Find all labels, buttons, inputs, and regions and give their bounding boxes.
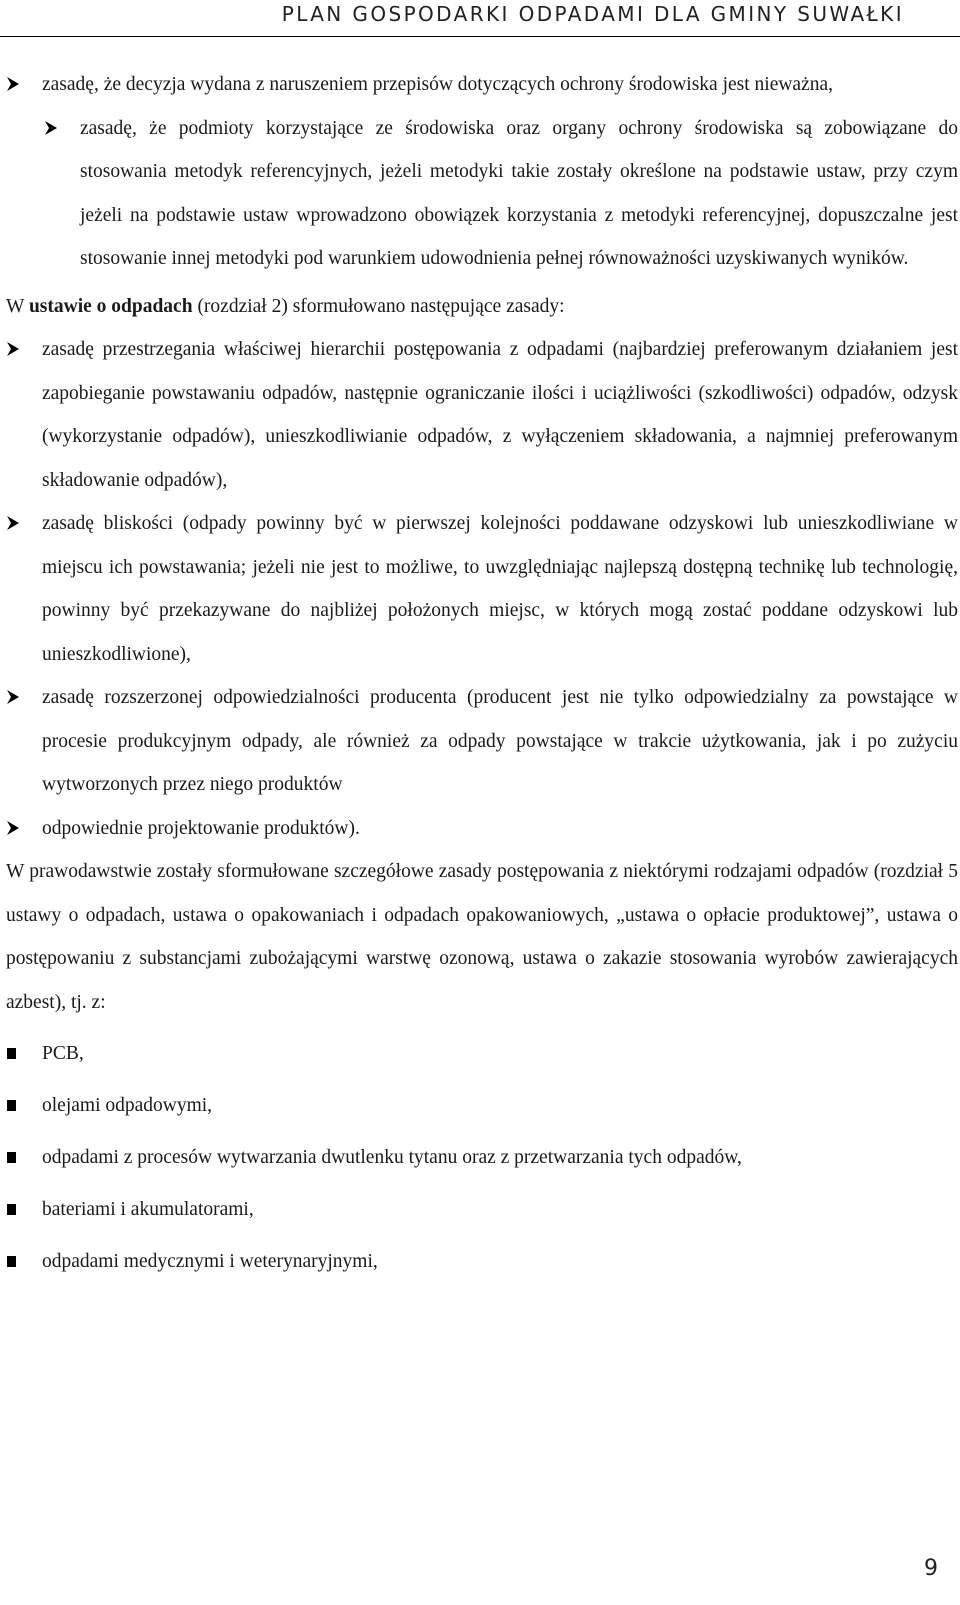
arrowhead-bullet-icon [6, 328, 28, 372]
list-item [0, 676, 958, 807]
list-item-text: PCB, [42, 1043, 84, 1064]
document-title: PLAN GOSPODARKI ODPADAMI DLA GMINY SUWAŁKI [281, 2, 904, 26]
intro-prefix: W [6, 295, 29, 317]
page-number: 9 [924, 1556, 938, 1581]
body-paragraph: W prawodawstwie zostały sformułowane szczegółowe zasady postępowania z niektórymi rodzajami odpadów (rozdział 5 ustawy o odpadach, ustawa o opakowaniach i odpadach opakowaniowych, „ustawa o opłacie produktowej”, ustawa o postępowaniu z substancjami zubożającymi warstwę ozonową, ustawa o zakazie stosowania wyrobów zawierających azbest), tj. z: [6, 861, 958, 1013]
arrowhead-bullet-icon [6, 676, 28, 720]
list-item [0, 807, 958, 851]
page-header [0, 0, 960, 37]
list-item [0, 328, 958, 502]
square-bullet-icon [7, 1048, 16, 1059]
list-item [0, 107, 958, 281]
list-item-text: zasadę przestrzegania właściwej hierarchii postępowania z odpadami (najbardziej preferowanym działaniem jest zapobieganie powstawaniu odpadów, następnie ograniczanie ilości i uciążliwości (szkodliwości) odpadów, odzysk (wykorzystanie odpadów), unieszkodliwianie odpadów, z wyłączeniem składowania, a najmniej preferowanym składowanie odpadów), [42, 339, 958, 491]
arrowhead-bullet-icon [44, 107, 66, 151]
intro-act-name: ustawie o odpadach [28, 295, 193, 317]
list-item-text: zasadę, że podmioty korzystające ze środowiska oraz organy ochrony środowiska są zobowiązane do stosowania metodyk referencyjnych, jeżeli metodyki takie zostały określone na podstawie ustaw, przy czym jeżeli na podstawie ustaw wprowadzono obowiązek korzystania z metodyki referencyjnej, dopuszczalne jest stosowanie innej metodyki pod warunkiem udowodnienia pełnej równoważności uzyskiwanych wyników. [80, 117, 958, 269]
list-item [0, 63, 958, 107]
list-item-text: odpadami medycznymi i weterynaryjnymi, [42, 1251, 378, 1272]
square-bullet-icon [7, 1100, 16, 1111]
list-item [0, 1136, 958, 1188]
square-bullet-icon [7, 1152, 16, 1163]
square-bullet-icon [7, 1204, 16, 1215]
list-item-text: odpowiednie projektowanie produktów). [42, 817, 360, 839]
list-item-text: olejami odpadowymi, [42, 1095, 213, 1116]
list-item-text: zasadę, że decyzja wydana z naruszeniem przepisów dotyczących ochrony środowiska jest nieważna, [42, 74, 834, 95]
list-item [0, 1084, 958, 1136]
list-item [0, 1188, 958, 1240]
square-bullet-icon [7, 1256, 16, 1267]
list-item-text: zasadę rozszerzonej odpowiedzialności producenta (producent jest nie tylko odpowiedzialny za powstające w procesie produkcyjnym odpady, ale również za odpady powstające w trakcie użytkowania, jak i po zużyciu wytworzonych przez niego produktów [42, 687, 958, 795]
list-item-text: zasadę bliskości (odpady powinny być w pierwszej kolejności poddawane odzyskowi lub unieszkodliwiane w miejscu ich powstawania; jeżeli nie jest to możliwe, to uwzględniając najlepszą dostępną technikę lub technologię, powinny być przekazywane do najbliżej położonych miejsc, w których mogą zostać poddane odzyskowi lub unieszkodliwione), [42, 513, 958, 665]
arrowhead-bullet-icon [6, 63, 28, 107]
section-intro [0, 285, 958, 329]
list-item [0, 1032, 958, 1084]
list-item [0, 502, 958, 676]
page-content [0, 63, 958, 1292]
intro-suffix: (rozdział 2) sformułowano następujące zasady: [192, 295, 565, 317]
list-item-text: odpadami z procesów wytwarzania dwutlenku tytanu oraz z przetwarzania tych odpadów, [42, 1147, 742, 1168]
arrowhead-bullet-icon [6, 502, 28, 546]
list-item-text: bateriami i akumulatorami, [42, 1199, 254, 1220]
waste-types-list [0, 1032, 958, 1292]
arrowhead-bullet-icon [6, 807, 28, 851]
list-item [0, 1240, 958, 1292]
